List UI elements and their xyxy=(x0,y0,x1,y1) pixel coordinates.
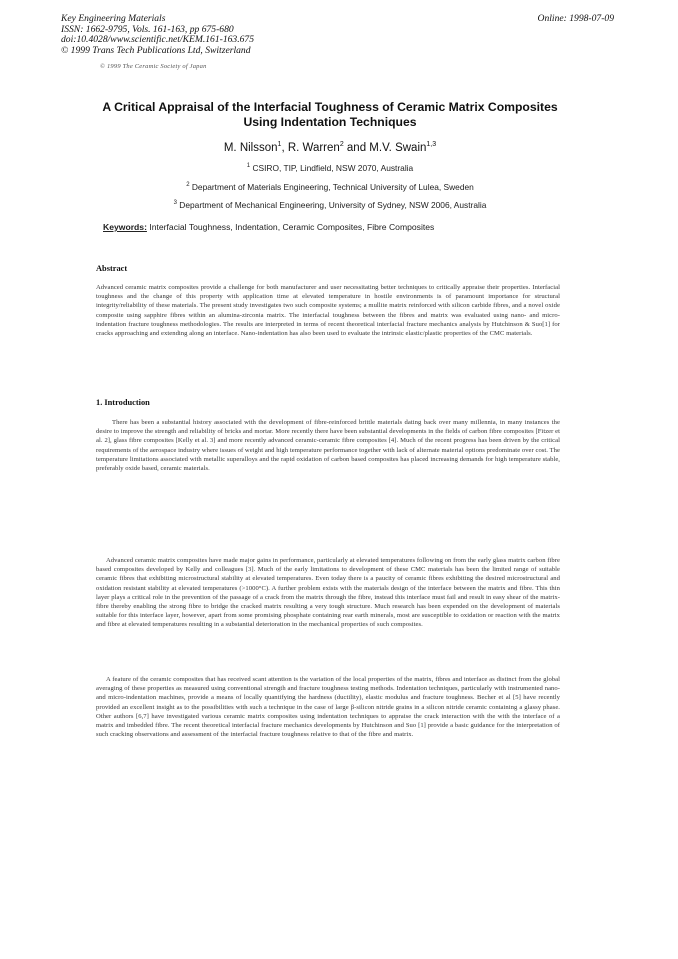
author-name: M.V. Swain xyxy=(369,141,427,154)
author-affiliation-mark: 2 xyxy=(339,141,344,148)
intro-paragraph: There has been a substantial history associated with the development of fibre-reinforced brittle materials dating back over many millennia, in many instances the desire to improve the strength and reliability of bricks and mortar. More recently there have been substantial developments in the fields of carbon fibre composites [Fitzer et al. 2], glass fibre composites [Kelly et al. 3] and more recently advanced ceramic-ceramic fibre composites [4]. Much of the recent progress has been driven by the critical requirements of the aerospace industry where issues of weight and high temperature performance together with lack of alternate material options predominate over cost. The temperature limitations associated with metallic superalloys and the rapid oxidation of carbon based composites has placed increasing demands for high temperature stable, preferably oxide based, ceramic materials. xyxy=(96,419,560,473)
affiliation xyxy=(60,182,600,192)
keywords-label: Keywords: xyxy=(103,222,147,232)
online-date: Online: 1998-07-09 xyxy=(537,13,614,24)
affiliation-text: Department of Mechanical Engineering, University of Sydney, NSW 2006, Australia xyxy=(179,200,487,210)
author-affiliation-mark: 1,3 xyxy=(426,141,437,148)
affiliation xyxy=(60,163,600,173)
author-list xyxy=(100,141,560,154)
affiliation-text: CSIRO, TIP, Lindfield, NSW 2070, Australia xyxy=(252,163,414,173)
keywords-text: Interfacial Toughness, Indentation, Ceramic Composites, Fibre Composites xyxy=(149,222,435,232)
issn-line: ISSN: 1662-9795, Vols. 161-163, pp 675-680 xyxy=(61,23,234,35)
author-separator: , xyxy=(281,141,288,154)
keywords xyxy=(103,222,434,232)
abstract-heading: Abstract xyxy=(96,264,128,273)
copyright-line: © 1999 Trans Tech Publications Ltd, Switzerland xyxy=(61,44,251,56)
paper-title: A Critical Appraisal of the Interfacial Toughness of Ceramic Matrix Composites Using Indentation Techniques xyxy=(102,100,558,129)
affiliation-mark: 3 xyxy=(173,200,177,207)
journal-name: Key Engineering Materials xyxy=(61,13,166,24)
affiliation-mark: 2 xyxy=(186,182,190,189)
intro-paragraph: Advanced ceramic matrix composites have made major gains in performance, particularly at elevated temperatures following on from the early glass matrix carbon fibre based composites developed by Kelly and colleagues [3]. Much of the early limitations to development of these CMC materials has been the limited range of suitable ceramic fibres that exhibiting microstructural stability at elevated temperatures. Even today there is a paucity of ceramic fibres exhibiting the desired microstructural and oxidation resistant stability at elevated temperatures (>1000°C). A further problem exists with the materials design of the interface between the matrix and fibre. This thin layer plays a critical role in the prevention of the passage of a crack from the matrix through the fibre, instead this interface must fail and result in easy shear of the matrix-fibre thereby enabling the strong fibre to bridge the cracked matrix resulting a very tough structure. Much research has been expended on the development of materials suitable for this interface layer, however, apart from some promising phosphate containing rear earth minerals, most are susceptible to oxidation or reaction with the matrix and fibre at elevated temperatures resulting in a substantial deterioration in the mechanical properties of such composites. xyxy=(96,557,560,629)
affiliation-text: Department of Materials Engineering, Technical University of Lulea, Sweden xyxy=(191,182,474,192)
author-name: M. Nilsson xyxy=(223,141,278,154)
journal-header xyxy=(61,14,254,56)
author-affiliation-mark: 1 xyxy=(277,141,282,148)
author-name: R. Warren xyxy=(287,141,340,154)
doi-line[interactable]: doi:10.4028/www.scientific.net/KEM.161-163.675 xyxy=(61,34,255,46)
abstract-text: Advanced ceramic matrix composites provide a challenge for both manufacturer and user necessitating better techniques to critically appraise their properties. Interfacial toughness and the change of this property with application time at elevated temperature in hostile environments is of paramount importance for structural integrity/reliability of these materials. The present study investigates two such composite systems; a mullite matrix reinforced with silicon carbide fibres, and a novel oxide composite using sapphire fibres within an alumina-zirconia matrix. The interfacial toughness between the fibres and matrix was evaluated using nano- and micro-indentation fracture toughness methodologies. The results are interpreted in terms of recent theoretical interfacial fracture mechanics analysis by Hutchinson & Suo[1] for cracks approaching and extending along an interface. Nano-indentation has also been used to evaluate the intrinsic elastic/plastic properties of the CMC materials. xyxy=(96,284,560,338)
intro-paragraph: A feature of the ceramic composites that has received scant attention is the variation of the local properties of the matrix, fibres and interface as distinct from the global averaging of these properties as measured using conventional strength and fracture toughness testing methods. Indentation techniques, particularly with instrumented nano- and micro-indentation machines, provide a means of locally quantifying the hardness (ductility), elastic modulus and fracture toughness. Becher et al [5] have recently provided an excellent insight as to the possibilities with such a technique in the case of large β-silicon nitride grains in a silicon nitride ceramic containing a glassy phase. Other authors [6,7] have investigated various ceramic matrix composites using indentation techniques to appraise the crack interaction with the with the interface of a matrix and imbedded fibre. The recent theoretical interfacial fracture mechanics developments by Hutchinson and Suo [1] provide a basic guidance for the interpretation of such cracking observations and assessment of the interfacial fracture toughness relative to that of the fibre and matrix. xyxy=(96,676,560,739)
affiliation xyxy=(60,200,600,210)
society-note: © 1999 The Ceramic Society of Japan xyxy=(100,63,207,70)
affiliation-mark: 1 xyxy=(246,163,251,170)
author-separator: and xyxy=(343,141,370,154)
introduction-heading: 1. Introduction xyxy=(96,398,150,407)
